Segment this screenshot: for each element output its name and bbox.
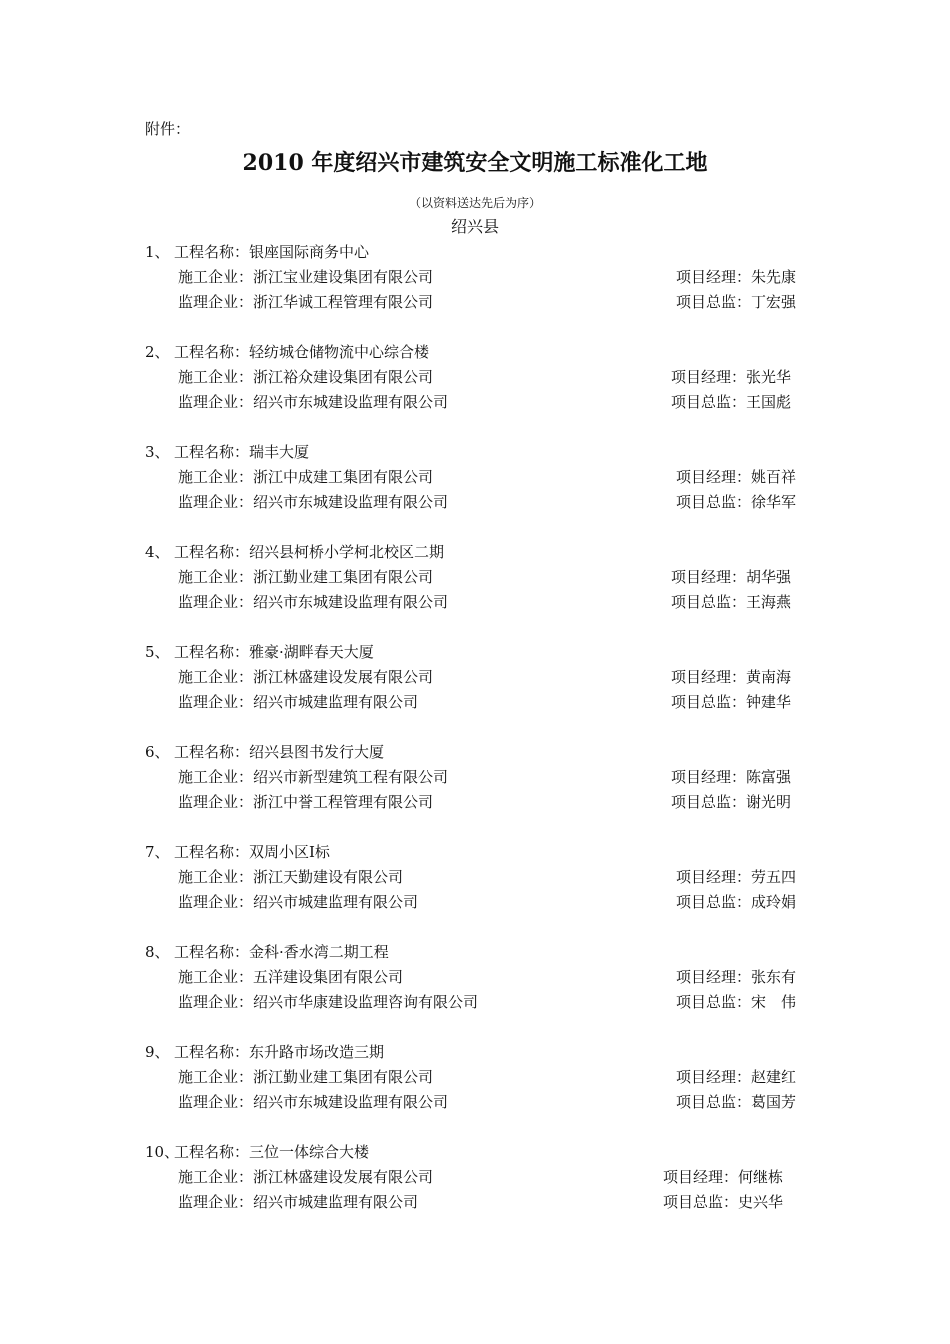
project-manager: 项目经理：陈富强 — [671, 768, 792, 786]
chief-supervisor: 项目总监：宋 伟 — [676, 993, 797, 1011]
project-manager: 项目经理：黄南海 — [671, 668, 792, 686]
project-manager: 项目经理：张光华 — [671, 368, 792, 386]
supervision-company: 监理企业：绍兴市东城建设监理有限公司 — [178, 393, 449, 411]
project-name: 工程名称：双周小区Ⅰ标 — [174, 843, 330, 861]
construction-company: 施工企业：浙江林盛建设发展有限公司 — [178, 1168, 434, 1186]
entry-number: 5、 — [145, 643, 170, 661]
project-name: 工程名称：轻纺城仓储物流中心综合楼 — [174, 343, 430, 361]
construction-company: 施工企业：浙江中成建工集团有限公司 — [178, 468, 434, 486]
project-manager: 项目经理：劳五四 — [676, 868, 797, 886]
entry-number: 1、 — [145, 243, 170, 261]
construction-company: 施工企业：绍兴市新型建筑工程有限公司 — [178, 768, 449, 786]
project-manager: 项目经理：胡华强 — [671, 568, 792, 586]
project-entry — [0, 240, 950, 340]
project-entry — [0, 1140, 950, 1240]
entry-number: 2、 — [145, 343, 170, 361]
chief-supervisor: 项目总监：史兴华 — [663, 1193, 784, 1211]
construction-company: 施工企业：五洋建设集团有限公司 — [178, 968, 404, 986]
entry-number: 3、 — [145, 443, 170, 461]
chief-supervisor: 项目总监：葛国芳 — [676, 1093, 797, 1111]
construction-company: 施工企业：浙江勤业建工集团有限公司 — [178, 568, 434, 586]
project-entry — [0, 940, 950, 1040]
entry-number: 9、 — [145, 1043, 170, 1061]
project-name: 工程名称：瑞丰大厦 — [174, 443, 310, 461]
attachment-label: 附件： — [145, 120, 191, 138]
supervision-company: 监理企业：绍兴市华康建设监理咨询有限公司 — [178, 993, 479, 1011]
project-entry — [0, 640, 950, 740]
project-entry — [0, 440, 950, 540]
entry-number: 4、 — [145, 543, 170, 561]
construction-company: 施工企业：浙江天勤建设有限公司 — [178, 868, 404, 886]
project-name: 工程名称：银座国际商务中心 — [174, 243, 370, 261]
project-name: 工程名称：雅豪·湖畔春天大厦 — [174, 643, 374, 661]
construction-company: 施工企业：浙江裕众建设集团有限公司 — [178, 368, 434, 386]
project-name: 工程名称：绍兴县图书发行大厦 — [174, 743, 385, 761]
project-name: 工程名称：三位一体综合大楼 — [174, 1143, 370, 1161]
supervision-company: 监理企业：绍兴市东城建设监理有限公司 — [178, 1093, 449, 1111]
project-list — [0, 240, 950, 1240]
entry-number: 10、 — [145, 1143, 180, 1161]
project-entry — [0, 1040, 950, 1140]
project-name: 工程名称：东升路市场改造三期 — [174, 1043, 385, 1061]
construction-company: 施工企业：浙江宝业建设集团有限公司 — [178, 268, 434, 286]
project-entry — [0, 740, 950, 840]
project-entry — [0, 340, 950, 440]
project-manager: 项目经理：何继栋 — [663, 1168, 784, 1186]
chief-supervisor: 项目总监：丁宏强 — [676, 293, 797, 311]
chief-supervisor: 项目总监：徐华军 — [676, 493, 797, 511]
construction-company: 施工企业：浙江林盛建设发展有限公司 — [178, 668, 434, 686]
supervision-company: 监理企业：绍兴市城建监理有限公司 — [178, 693, 419, 711]
construction-company: 施工企业：浙江勤业建工集团有限公司 — [178, 1068, 434, 1086]
region-heading: 绍兴县 — [450, 217, 499, 236]
project-manager: 项目经理：赵建红 — [676, 1068, 797, 1086]
supervision-company: 监理企业：浙江中誉工程管理有限公司 — [178, 793, 434, 811]
chief-supervisor: 项目总监：王国彪 — [671, 393, 792, 411]
entry-number: 7、 — [145, 843, 170, 861]
supervision-company: 监理企业：绍兴市城建监理有限公司 — [178, 1193, 419, 1211]
ordering-note: （以资料送达先后为序） — [408, 196, 541, 210]
chief-supervisor: 项目总监：王海燕 — [671, 593, 792, 611]
chief-supervisor: 项目总监：谢光明 — [671, 793, 792, 811]
project-manager: 项目经理：姚百祥 — [676, 468, 797, 486]
project-entry — [0, 840, 950, 940]
entry-number: 6、 — [145, 743, 170, 761]
project-manager: 项目经理：张东有 — [676, 968, 797, 986]
project-name: 工程名称：金科·香水湾二期工程 — [174, 943, 389, 961]
project-name: 工程名称：绍兴县柯桥小学柯北校区二期 — [174, 543, 445, 561]
chief-supervisor: 项目总监：成玲娟 — [676, 893, 797, 911]
entry-number: 8、 — [145, 943, 170, 961]
page-title: 2010 年度绍兴市建筑安全文明施工标准化工地 — [242, 150, 708, 176]
project-entry — [0, 540, 950, 640]
supervision-company: 监理企业：绍兴市东城建设监理有限公司 — [178, 493, 449, 511]
project-manager: 项目经理：朱先康 — [676, 268, 797, 286]
chief-supervisor: 项目总监：钟建华 — [671, 693, 792, 711]
supervision-company: 监理企业：绍兴市东城建设监理有限公司 — [178, 593, 449, 611]
supervision-company: 监理企业：绍兴市城建监理有限公司 — [178, 893, 419, 911]
supervision-company: 监理企业：浙江华诚工程管理有限公司 — [178, 293, 434, 311]
